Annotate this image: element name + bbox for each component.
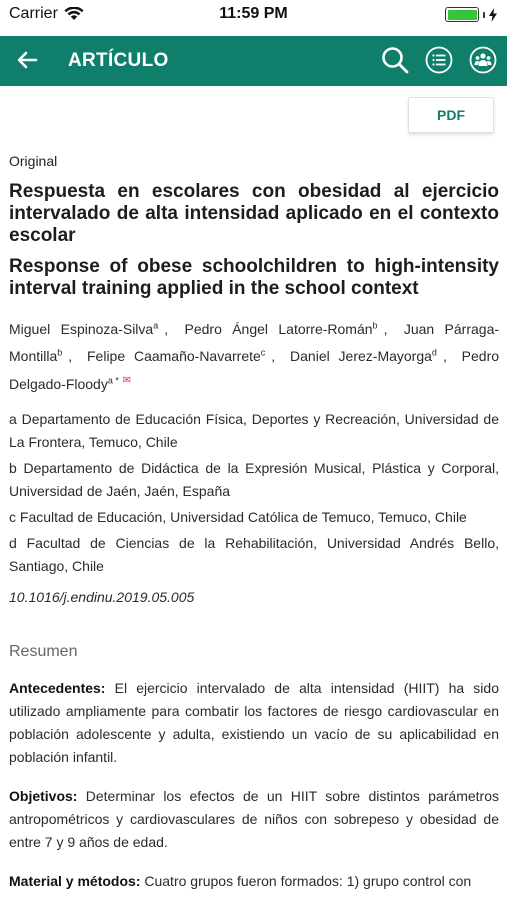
affiliation-item: a Departamento de Educación Física, Deportes y Recreación, Universidad de La Frontera, Temuco, Chile	[9, 410, 499, 450]
article-content	[9, 153, 499, 893]
app-bar	[0, 36, 507, 86]
article-title-en: Response of obese schoolchildren to high-intensity interval training applied in the school context	[9, 256, 499, 299]
carrier-label: Carrier	[9, 5, 58, 22]
affiliation-item: c Facultad de Educación, Universidad Católica de Temuco, Temuco, Chile	[9, 508, 467, 525]
affiliation-item: b Departamento de Didáctica de la Expresión Musical, Plástica y Corporal, Universidad de Jaén, Jaén, España	[9, 459, 499, 499]
back-arrow-icon[interactable]	[14, 47, 40, 73]
article-section: Original	[9, 153, 58, 169]
abstract-paragraph: Objetivos: Determinar los efectos de un HIIT sobre distintos parámetros antropométricos y cardiovasculares de niños con sobrepeso y obesidad de entre 7 y 9 años de edad.	[9, 787, 499, 850]
email-icon[interactable]: ✉	[122, 375, 132, 387]
affiliation-item: d Facultad de Ciencias de la Rehabilitación, Universidad Andrés Bello, Santiago, Chile	[9, 534, 499, 574]
author-link[interactable]: Felipe Caamaño-Navarrete$^c$	[87, 347, 266, 365]
author-list: Miguel Espinoza-Silva$^a$ , Pedro Ángel Latorre-Román$^b$ , Juan Párraga-Montilla$^b$ , Felipe Caamaño-Navarrete$^c$ , Daniel Jerez-Mayorga$^d$ , Pedro Delgado-Floody$^{a *}$ ✉	[9, 320, 500, 392]
pdf-button[interactable]: PDF	[408, 97, 494, 133]
status-time: 11:59 PM	[219, 5, 288, 22]
users-group-icon[interactable]	[469, 46, 497, 74]
abstract-heading: Resumen	[9, 642, 78, 660]
author-link[interactable]: Pedro Delgado-Floody$^{a *}$	[9, 348, 500, 392]
search-icon[interactable]	[380, 45, 410, 75]
list-menu-icon[interactable]	[425, 46, 453, 74]
affiliations	[9, 408, 499, 578]
battery-icon	[445, 7, 479, 22]
author-link[interactable]: Daniel Jerez-Mayorga$^d$	[290, 347, 437, 365]
status-bar	[0, 0, 507, 30]
author-link[interactable]: Juan Párraga-Montilla$^b$	[9, 320, 500, 365]
author-link[interactable]: Miguel Espinoza-Silva$^a$	[9, 320, 159, 337]
article-title-es: Respuesta en escolares con obesidad al ejercicio intervalado de alta intensidad aplicado en el contexto escolar	[9, 181, 499, 246]
author-link[interactable]: Pedro Ángel Latorre-Román$^b$	[184, 320, 378, 337]
abstract-paragraph: Antecedentes: El ejercicio intervalado de alta intensidad (HIIT) ha sido utilizado ampliamente para combatir los factores de riesgo cardiovascular en población adolescente y adulta, existiendo un vacío de su aplicabilidad en población infantil.	[9, 679, 499, 765]
abstract-paragraph: Material y métodos: Cuatro grupos fueron formados: 1) grupo control con	[9, 872, 472, 889]
battery-indicator	[445, 7, 497, 22]
charging-bolt-icon	[489, 8, 497, 22]
doi-link[interactable]: 10.1016/j.endinu.2019.05.005	[9, 588, 195, 605]
page-title: ARTÍCULO	[68, 50, 169, 71]
